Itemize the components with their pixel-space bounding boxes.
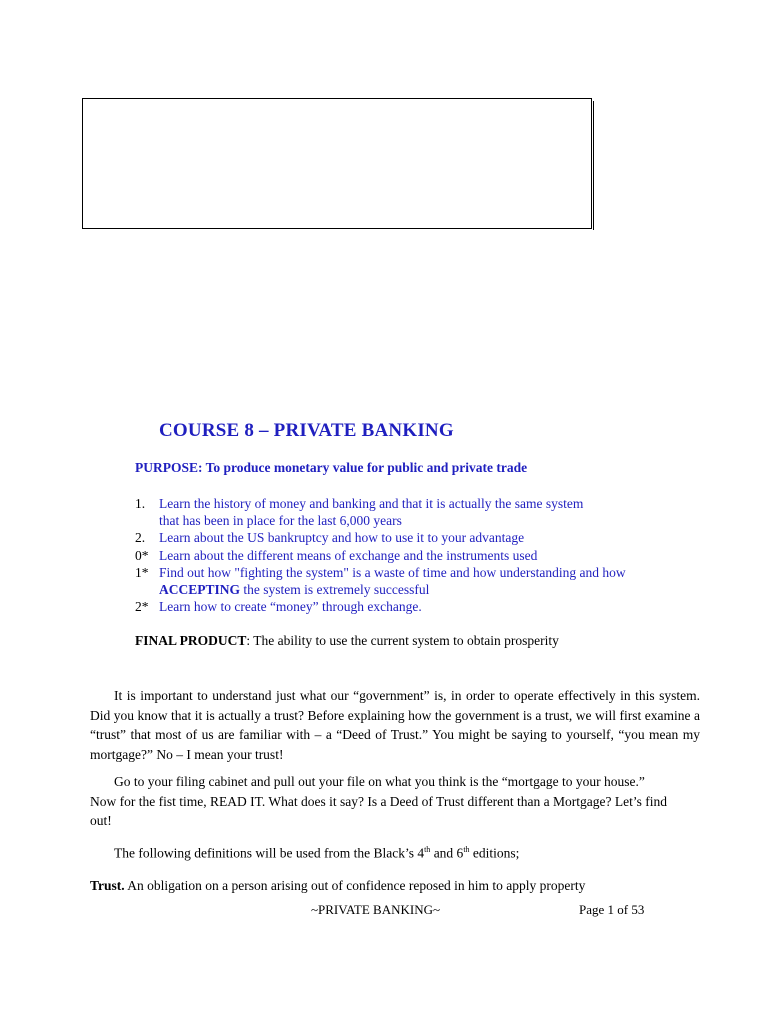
body-paragraph: The following definitions will be used from the Black’s 4th and 6th editions; xyxy=(114,845,520,861)
body-paragraph: It is important to understand just what our “government” is, in order to operate effectively in this system. Did you know that it is actually a trust? Before explaining how the government is a trust, we will first examine a “trust” that most of us are familiar with – a “Deed of Trust.” You might be saying to yourself, “you mean my mortgage?” No – I mean your trust! xyxy=(90,688,700,762)
objective-item xyxy=(135,547,626,564)
empty-frame-box xyxy=(82,98,592,229)
final-product xyxy=(135,633,559,649)
definition-term: Trust. xyxy=(90,878,125,893)
objective-item-continuation xyxy=(135,581,626,598)
objective-text: that has been in place for the last 6,000 years xyxy=(159,513,402,529)
objective-item-continuation xyxy=(135,512,626,529)
objectives-list xyxy=(135,495,626,615)
final-product-label: FINAL PRODUCT xyxy=(135,633,247,648)
course-title: COURSE 8 – PRIVATE BANKING xyxy=(159,420,454,441)
body-paragraph: Go to your filing cabinet and pull out your file on what you think is the “mortgage to your house.” Now for the fist time, READ IT. What does it say? Is a Deed of Trust different than a Mortgage? Let’s find out! xyxy=(90,774,667,828)
page-number: Page 1 of 53 xyxy=(579,902,645,917)
objective-number: 2* xyxy=(135,599,149,615)
objective-number: 0* xyxy=(135,547,149,563)
objective-item xyxy=(135,598,626,615)
objective-item xyxy=(135,495,626,512)
footer-title: ~PRIVATE BANKING~ xyxy=(311,902,441,917)
emphasis-accepting: ACCEPTING xyxy=(159,582,241,598)
purpose-statement: PURPOSE: To produce monetary value for public and private trade xyxy=(135,460,528,475)
objective-item xyxy=(135,529,626,546)
objective-text: Learn about the different means of exchange and the instruments used xyxy=(159,547,538,563)
objective-number: 1* xyxy=(135,564,149,580)
objective-number: 1. xyxy=(135,496,146,511)
final-product-text: : The ability to use the current system to obtain prosperity xyxy=(246,633,559,648)
definition-paragraph xyxy=(90,876,700,896)
objective-text: Find out how "fighting the system" is a waste of time and how understanding and how xyxy=(159,564,626,580)
objective-text: Learn about the US bankruptcy and how to use it to your advantage xyxy=(159,530,525,546)
objective-item xyxy=(135,564,626,581)
objective-text: Learn the history of money and banking and that it is actually the same system xyxy=(159,496,584,511)
definition-text: An obligation on a person arising out of confidence reposed in him to apply property xyxy=(124,878,586,893)
objective-text: ACCEPTING the system is extremely successful xyxy=(159,582,430,598)
objective-text: Learn how to create “money” through exchange. xyxy=(159,599,422,615)
objective-number: 2. xyxy=(135,530,146,546)
